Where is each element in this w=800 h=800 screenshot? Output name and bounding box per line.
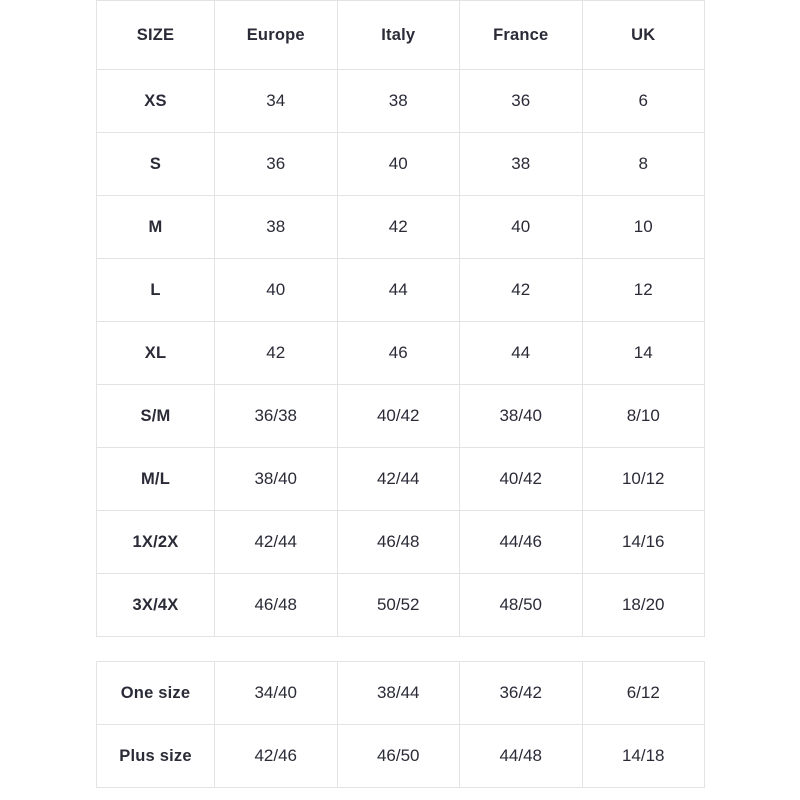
cell-italy: 38/44 [337,662,460,725]
row-label: L [97,259,215,322]
cell-italy: 46 [337,322,460,385]
cell-france: 40/42 [460,448,583,511]
cell-uk: 14/18 [582,725,705,788]
table-row [97,196,705,259]
cell-france: 42 [460,259,583,322]
cell-uk: 6/12 [582,662,705,725]
cell-italy: 46/48 [337,511,460,574]
cell-italy: 40 [337,133,460,196]
cell-italy: 46/50 [337,725,460,788]
cell-europe: 34 [215,70,338,133]
cell-italy: 42/44 [337,448,460,511]
cell-italy: 50/52 [337,574,460,637]
row-label: 3X/4X [97,574,215,637]
size-conversion-table [96,0,705,637]
cell-uk: 12 [582,259,705,322]
cell-europe: 42 [215,322,338,385]
table-row [97,574,705,637]
special-sizes-table-container [96,661,704,788]
table-row [97,70,705,133]
table-row [97,725,705,788]
cell-france: 36 [460,70,583,133]
cell-france: 36/42 [460,662,583,725]
table-row [97,259,705,322]
row-label: M/L [97,448,215,511]
cell-europe: 38/40 [215,448,338,511]
cell-europe: 34/40 [215,662,338,725]
row-label: S/M [97,385,215,448]
cell-italy: 40/42 [337,385,460,448]
table-body [97,662,705,788]
row-label: Plus size [97,725,215,788]
cell-uk: 10 [582,196,705,259]
column-header-uk: UK [582,1,705,70]
table-header-row [97,1,705,70]
column-header-italy: Italy [337,1,460,70]
cell-france: 40 [460,196,583,259]
cell-europe: 36 [215,133,338,196]
table-row [97,511,705,574]
cell-france: 44/46 [460,511,583,574]
table-body [97,70,705,637]
table-row [97,133,705,196]
cell-uk: 8/10 [582,385,705,448]
cell-uk: 14/16 [582,511,705,574]
row-label: 1X/2X [97,511,215,574]
cell-europe: 40 [215,259,338,322]
table-row [97,385,705,448]
cell-uk: 18/20 [582,574,705,637]
table-row [97,322,705,385]
column-header-size: SIZE [97,1,215,70]
column-header-france: France [460,1,583,70]
cell-europe: 36/38 [215,385,338,448]
row-label: S [97,133,215,196]
table-row [97,448,705,511]
column-header-europe: Europe [215,1,338,70]
cell-uk: 10/12 [582,448,705,511]
cell-europe: 42/44 [215,511,338,574]
cell-france: 38/40 [460,385,583,448]
cell-italy: 38 [337,70,460,133]
cell-france: 44 [460,322,583,385]
cell-europe: 38 [215,196,338,259]
table-header [97,1,705,70]
cell-uk: 8 [582,133,705,196]
cell-france: 44/48 [460,725,583,788]
cell-italy: 42 [337,196,460,259]
size-conversion-table-container [96,0,704,637]
row-label: One size [97,662,215,725]
cell-europe: 46/48 [215,574,338,637]
row-label: M [97,196,215,259]
special-sizes-table [96,661,705,788]
cell-uk: 6 [582,70,705,133]
table-row [97,662,705,725]
cell-france: 38 [460,133,583,196]
cell-europe: 42/46 [215,725,338,788]
cell-france: 48/50 [460,574,583,637]
row-label: XL [97,322,215,385]
cell-italy: 44 [337,259,460,322]
cell-uk: 14 [582,322,705,385]
row-label: XS [97,70,215,133]
